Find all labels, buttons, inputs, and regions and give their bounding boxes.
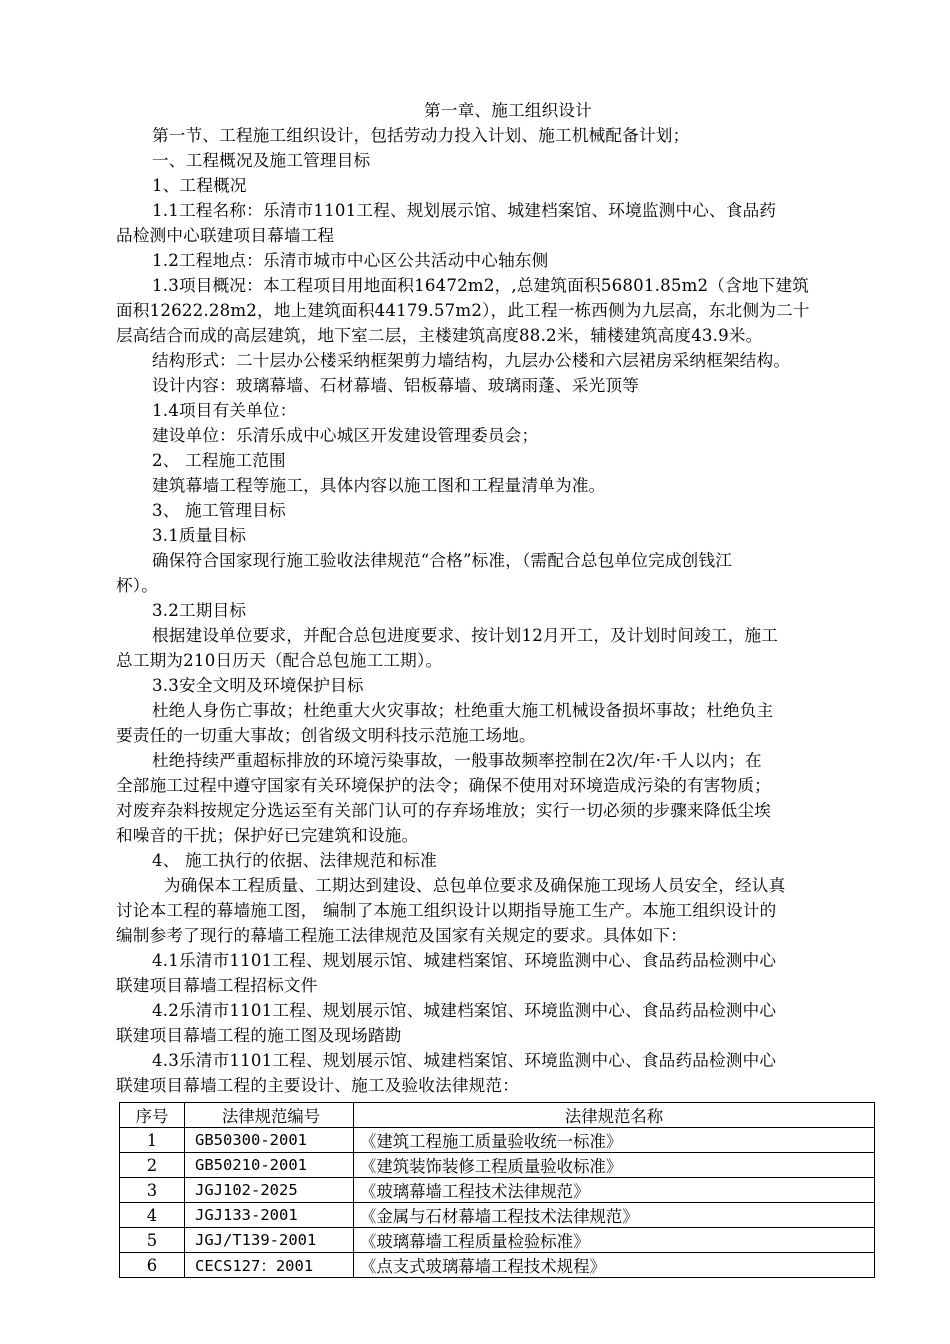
header-code: 法律规范编号 [185,1103,354,1128]
cell-index: 6 [120,1253,185,1278]
text-line: 1.3项目概况：本工程项目用地面积16472m2，,总建筑面积56801.85m2（含地下建筑 [152,276,810,295]
text-line: 面积12622.28m2，地上建筑面积44179.57m2），此工程一栋西侧为九层高，东北侧为二十 [116,301,810,320]
text-line: 2、 工程施工范围 [152,451,286,470]
text-line: 建设单位：乐清乐成中心城区开发建设管理委员会； [152,426,539,445]
cell-index: 4 [120,1203,185,1228]
cell-code: GB50300-2001 [185,1128,354,1153]
cell-code: JGJ133-2001 [185,1203,354,1228]
table-body [120,1128,875,1278]
text-line: 设计内容：玻璃幕墙、石材幕墙、铝板幕墙、玻璃雨蓬、采光顶等 [152,376,640,395]
text-line: 杯）。 [116,576,159,595]
cell-name: 《建筑工程施工质量验收统一标准》 [354,1128,875,1153]
text-line: 杜绝人身伤亡事故；杜绝重大火灾事故；杜绝重大施工机械设备损坏事故；杜绝负主 [152,701,774,720]
document-body [116,123,876,1098]
document-page [116,98,876,1278]
cell-name: 《建筑装饰装修工程质量验收标准》 [354,1153,875,1178]
text-line: 建筑幕墙工程等施工，具体内容以施工图和工程量清单为准。 [152,476,606,495]
text-line: 品检测中心联建项目幕墙工程 [116,226,335,245]
table-row [120,1153,875,1178]
text-line: 根据建设单位要求，并配合总包进度要求、按计划12月开工，及计划时间竣工，施工 [152,626,779,645]
cell-index: 1 [120,1128,185,1153]
table-row [120,1203,875,1228]
text-line: 3.3安全文明及环境保护目标 [152,676,364,695]
text-line: 联建项目幕墙工程招标文件 [116,976,318,995]
text-line: 4、 施工执行的依据、法律规范和标准 [152,851,437,870]
cell-code: CECS127：2001 [185,1253,354,1278]
text-line: 4.3乐清市1101工程、规划展示馆、城建档案馆、环境监测中心、食品药品检测中心 [152,1051,777,1070]
text-line: 讨论本工程的幕墙施工图， 编制了本施工组织设计以期指导施工生产。本施工组织设计的 [116,901,777,920]
text-line: 1.1工程名称：乐清市1101工程、规划展示馆、城建档案馆、环境监测中心、食品药 [152,201,777,220]
text-line: 要责任的一切重大事故；创省级文明科技示范施工场地。 [116,726,536,745]
text-line: 3、 施工管理目标 [152,501,286,520]
text-line: 为确保本工程质量、工期达到建设、总包单位要求及确保施工现场人员安全，经认真 [164,876,786,895]
text-line: 4.1乐清市1101工程、规划展示馆、城建档案馆、环境监测中心、食品药品检测中心 [152,951,777,970]
chapter-title: 第一章、施工组织设计 [424,101,592,120]
cell-code: GB50210-2001 [185,1153,354,1178]
text-line: 3.1质量目标 [152,526,247,545]
table-header-row [120,1103,875,1128]
text-line: 1.4项目有关单位： [152,401,297,420]
text-line: 杜绝持续严重超标排放的环境污染事故，一般事故频率控制在2次/年·千人以内；在 [152,751,762,770]
cell-code: JGJ102-2025 [185,1178,354,1203]
text-line: 确保符合国家现行施工验收法律规范“合格”标准，（需配合总包单位完成创钱江 [152,551,733,570]
cell-index: 5 [120,1228,185,1253]
cell-name: 《玻璃幕墙工程技术法律规范》 [354,1178,875,1203]
table-row [120,1228,875,1253]
text-line: 1、工程概况 [152,176,247,195]
text-line: 3.2工期目标 [152,601,247,620]
text-line: 对废弃杂料按规定分选运至有关部门认可的存弃场堆放；实行一切必须的步骤来降低尘埃 [116,801,771,820]
text-line: 全部施工过程中遵守国家有关环境保护的法令；确保不使用对环境造成污染的有害物质； [116,776,771,795]
text-line: 结构形式：二十层办公楼采纳框架剪力墙结构，九层办公楼和六层裙房采纳框架结构。 [152,351,791,370]
text-line: 一、工程概况及施工管理目标 [152,151,371,170]
cell-code: JGJ/T139-2001 [185,1228,354,1253]
text-line: 总工期为210日历天（配合总包施工工期）。 [116,651,443,670]
text-line: 和噪音的干扰；保护好已完建筑和设施。 [116,826,419,845]
text-line: 编制参考了现行的幕墙工程施工法律规范及国家有关规定的要求。具体如下： [116,926,687,945]
text-line: 4.2乐清市1101工程、规划展示馆、城建档案馆、环境监测中心、食品药品检测中心 [152,1001,777,1020]
header-name: 法律规范名称 [354,1103,875,1128]
cell-index: 2 [120,1153,185,1178]
text-line: 联建项目幕墙工程的施工图及现场踏勘 [116,1026,402,1045]
cell-name: 《玻璃幕墙工程质量检验标准》 [354,1228,875,1253]
standards-table [119,1102,875,1278]
header-index: 序号 [120,1103,185,1128]
cell-index: 3 [120,1178,185,1203]
text-line: 第一节、工程施工组织设计，包括劳动力投入计划、施工机械配备计划； [152,126,690,145]
table-row [120,1178,875,1203]
text-line: 联建项目幕墙工程的主要设计、施工及验收法律规范： [116,1076,520,1095]
table-row [120,1128,875,1153]
cell-name: 《点支式玻璃幕墙工程技术规程》 [354,1253,875,1278]
text-line: 1.2工程地点：乐清市城市中心区公共活动中心轴东侧 [152,251,549,270]
table-row [120,1253,875,1278]
text-line: 层高结合而成的高层建筑，地下室二层，主楼建筑高度88.2米，辅楼建筑高度43.9米。 [116,326,763,345]
cell-name: 《金属与石材幕墙工程技术法律规范》 [354,1203,875,1228]
